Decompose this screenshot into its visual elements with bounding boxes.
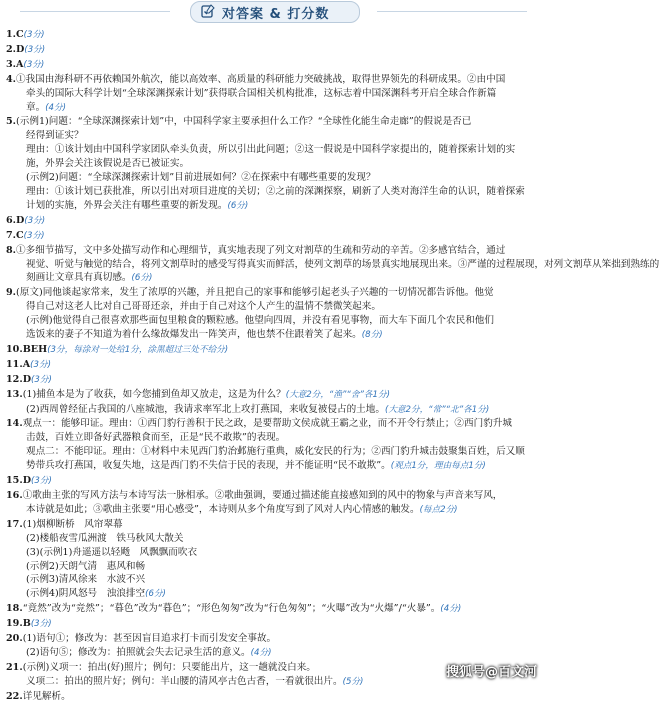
answer-text: 本诗就是如此；③歌曲主张要“用心感受”，本诗则从多个角度写到了风对人内心情感的触发。 <box>26 503 420 515</box>
answer-choice: D <box>22 373 32 385</box>
answer-text: ①歌曲主张的写风方法与本诗写法一脉相承。②歌曲强调，要通过描述能直接感知到的风中的物象与声音来写风， <box>22 490 503 501</box>
question-number: 8. <box>6 244 17 256</box>
answer-line <box>6 503 536 518</box>
answer-line <box>6 328 536 343</box>
answer-text: 详见解析。 <box>22 690 71 702</box>
answer-text: 刻画让文章具有真切感。 <box>26 272 132 284</box>
answer-text: 经得到证实？ <box>26 130 84 142</box>
answer-choice: C <box>16 229 24 241</box>
answer-line <box>6 214 536 229</box>
score-note: (观点1分，理由每点1分) <box>390 461 486 472</box>
answer-choice: A <box>16 58 24 70</box>
score-note: (3分) <box>24 44 46 55</box>
answer-choice: BEH <box>22 343 48 355</box>
page-title: 对答案 & 打分数 <box>222 7 330 22</box>
question-number: 22. <box>6 690 23 702</box>
answer-line <box>6 587 536 602</box>
banner-rule-left <box>20 11 170 12</box>
answer-choice: D <box>22 475 32 487</box>
score-note: (6分) <box>131 273 153 284</box>
answer-line <box>6 573 536 587</box>
score-note: (大意2分，“常”“北”各1分) <box>384 404 490 415</box>
score-note: (4分) <box>440 604 462 615</box>
answer-line <box>6 28 536 43</box>
answer-line <box>6 229 536 244</box>
answer-choice: A <box>22 358 31 370</box>
answer-text: 得自己对这老人比对自己哥哥还亲，并由于自己对这个人产生的温情不禁微笑起来。 <box>26 301 381 313</box>
answer-line <box>6 602 536 617</box>
answer-line <box>6 244 536 258</box>
answer-line <box>6 258 659 272</box>
question-number: 13. <box>6 388 23 400</box>
question-number: 9. <box>6 287 17 299</box>
answer-text: (3)(示例1)舟遥遥以轻飏 风飘飘而吹衣 <box>26 546 198 558</box>
question-number: 3. <box>6 58 17 70</box>
score-note: (5分) <box>342 676 364 687</box>
answer-text: 势带兵攻打燕国，收复失地，这是西门豹不失信于民的表现，并不能证明“民不敢欺”。 <box>26 460 391 472</box>
answer-text: (示例)他觉得自己很喜欢那些面包里粮食的颗粒感。他望向四周，并没有看见事物，而大车下面几个农民和他们 <box>26 315 494 327</box>
answer-line <box>6 518 536 532</box>
question-number: 6. <box>6 214 17 226</box>
answer-line <box>6 271 536 286</box>
answer-line <box>6 445 536 459</box>
answer-text: 理由：①该计划由中国科学家团队牵头负责，所以引出此问题；②这一假说是中国科学家提出的，随着探索计划的实 <box>26 144 516 156</box>
answer-choice: B <box>22 618 31 630</box>
question-number: 18. <box>6 603 23 615</box>
score-note: (6分) <box>145 589 166 600</box>
answer-line <box>6 646 536 661</box>
answer-choice: D <box>16 214 25 226</box>
answer-text: 选饭来的妻子不知道为着什么缘故爆发出一阵笑声，他也禁不住跟着笑了起来。 <box>26 329 362 341</box>
answer-text: “竟然”改为“竞然”；“暮色”改为“暮色”；“形色匆匆”改为“行色匆匆”；“火曝”改为“火爆”/“火暴”。 <box>22 603 441 615</box>
answer-text: ①多细节描写，文中多处描写动作和心理细节，真实地表现了列文对割草的生疏和劳动的辛苦。②多感官结合，通过 <box>16 244 506 256</box>
answer-choice: C <box>16 29 24 40</box>
answer-text: 视觉、听觉与触觉的结合，将列文割草时的感受写得真实而鲜活，使列文割草的场景真实地展现出来。③严谨的过程展现，对列文割草从笨拙到熟练的 <box>26 258 659 270</box>
answer-line <box>6 617 536 632</box>
question-number: 19. <box>6 618 23 630</box>
answer-text: 计划的实施，外界会关注有哪些重要的新发现。 <box>26 199 228 211</box>
answer-text: (2)西周曾经征占我国的八座城池，我请求率军北上攻打燕国，来收复被侵占的土地。 <box>26 403 385 415</box>
answer-line <box>6 474 536 489</box>
question-number: 20. <box>6 633 23 645</box>
answer-text: 牵头的国际大科学计划“全球深渊探索计划”获得联合国相关机构批准，这标志着中国深渊科考开启全球合作新篇 <box>26 87 497 99</box>
answer-line <box>6 431 536 445</box>
question-number: 15. <box>6 475 23 487</box>
answer-choice: D <box>16 43 25 55</box>
answer-text: (示例2)天朗气清 惠风和畅 <box>26 560 146 572</box>
score-note: (4分) <box>250 647 272 658</box>
answer-line <box>6 286 536 300</box>
answer-line <box>6 185 536 199</box>
score-note: (3分) <box>24 215 46 226</box>
answer-line <box>6 58 536 73</box>
banner-rule-right <box>377 11 527 12</box>
answer-banner <box>0 0 547 24</box>
answer-text: 章。 <box>26 101 46 113</box>
question-number: 10. <box>6 343 23 355</box>
question-number: 1. <box>6 29 17 40</box>
score-note: (每点2分) <box>419 504 458 515</box>
answer-line <box>6 101 536 116</box>
answer-text: (2)语句⑤；修改为：拍照就会失去记录生活的意义。 <box>26 646 251 658</box>
answer-text: (示例)义项一：拍出(好)照片；例句：只要能出片，这一趟就没白来。 <box>22 661 316 673</box>
answer-text: 观点一：能够印证。理由：①西门豹行善积于民之政，是要帮助文侯成就王霸之业，而不开令行禁止；②西门豹升城 <box>22 418 512 430</box>
answer-line <box>6 199 536 214</box>
answer-text: (1)烟柳断桥 风帘翠幕 <box>22 518 123 530</box>
question-number: 16. <box>6 490 23 501</box>
answer-line <box>6 73 536 87</box>
answer-line <box>6 343 536 358</box>
score-note: (3分) <box>31 374 52 385</box>
question-number: 12. <box>6 373 23 385</box>
answer-line <box>6 560 536 574</box>
answer-text: (示例4)阴风怒号 浊浪排空 <box>26 588 146 600</box>
question-number: 21. <box>6 661 23 673</box>
answer-line <box>6 129 536 143</box>
watermark: 搜狐号@百文河 <box>445 665 537 680</box>
answer-line <box>6 115 536 129</box>
answer-text: 观点二：不能印证。理由：①材料中未见西门豹治邺施行重典，威化安民的行为；②西门豹升城击鼓聚集百姓，后又顺 <box>26 446 525 458</box>
question-number: 4. <box>6 73 17 85</box>
score-note: (3分) <box>31 476 52 487</box>
answer-text: (原文)同他谈起家常来，发生了浓厚的兴趣，并且把自己的家事和能够引起老头子兴趣的一切情况都告诉他。他觉 <box>16 287 494 299</box>
score-note: (6分) <box>227 200 249 211</box>
answer-line <box>6 300 536 314</box>
answer-line <box>6 417 536 431</box>
question-number: 14. <box>6 418 23 430</box>
answer-text: 击鼓，百姓立即备好武器粮食而至，正是“民不敢欺”的表现。 <box>26 432 286 444</box>
answer-list <box>6 28 659 704</box>
answer-line <box>6 489 536 503</box>
answer-line <box>6 690 536 704</box>
question-number: 17. <box>6 518 23 530</box>
answer-line <box>6 87 536 101</box>
question-number: 5. <box>6 116 17 128</box>
score-note: (3分) <box>23 230 45 241</box>
answer-line <box>6 171 536 185</box>
answer-line <box>6 632 536 646</box>
question-number: 11. <box>6 358 23 370</box>
answer-line <box>6 157 536 171</box>
answer-line <box>6 143 536 157</box>
score-note: (3分) <box>30 619 52 630</box>
score-note: (大意2分，“渔”“舍”各1分) <box>285 389 390 400</box>
answer-line <box>6 546 536 560</box>
answer-line <box>6 532 536 546</box>
score-note: (4分) <box>45 102 66 113</box>
answer-text: ①我国由海科研不再依赖国外航次，能以高效率、高质量的科研能力突破挑战，取得世界领先的科研成果。②由中国 <box>16 73 506 85</box>
answer-line <box>6 373 536 388</box>
score-note: (3分) <box>23 59 45 70</box>
answer-text: 施，外界会关注该假说是否已被证实。 <box>26 158 190 170</box>
score-note: (3分，每涂对一处给1分，涂黑超过三处不给分) <box>47 344 229 355</box>
answer-text: (1)捕鱼本是为了收获，如今您捕到鱼却又放走，这是为什么？ <box>22 388 286 400</box>
answer-text: (示例2)问题：“全球深渊探索计划”目前进展如何？②在探索中有哪些重要的发现？ <box>26 172 376 184</box>
answer-line <box>6 459 536 474</box>
question-number: 7. <box>6 229 17 241</box>
pencil-check-icon <box>201 4 215 18</box>
answer-line <box>6 388 536 403</box>
answer-text: (2)楼船夜雪瓜洲渡 铁马秋风大散关 <box>26 532 184 544</box>
answer-line <box>6 43 536 58</box>
answer-text: (1)语句①；修改为：甚至因盲目追求打卡而引发安全事故。 <box>22 633 277 645</box>
score-note: (3分) <box>23 30 45 40</box>
question-number: 2. <box>6 43 17 55</box>
answer-text: 义项二：拍出的照片好；例句：半山腰的清风亭古色古香，一看就很出片。 <box>26 675 343 687</box>
answer-line <box>6 314 536 328</box>
answer-text: 理由：①该计划已获批准，所以引出对项目进度的关切；②之前的深渊探察，刷新了人类对海洋生命的认识，随着探索 <box>26 185 525 197</box>
score-note: (3分) <box>30 359 51 370</box>
answer-text: (示例3)清风徐来 水波不兴 <box>26 574 146 586</box>
answer-text: (示例1)问题：“全球深渊探索计划”中，中国科学家主要承担什么工作？“全球性化能生命走廊”的假说是否已 <box>16 116 472 128</box>
score-note: (8分) <box>361 330 383 341</box>
answer-line <box>6 403 536 418</box>
answer-line <box>6 358 536 373</box>
